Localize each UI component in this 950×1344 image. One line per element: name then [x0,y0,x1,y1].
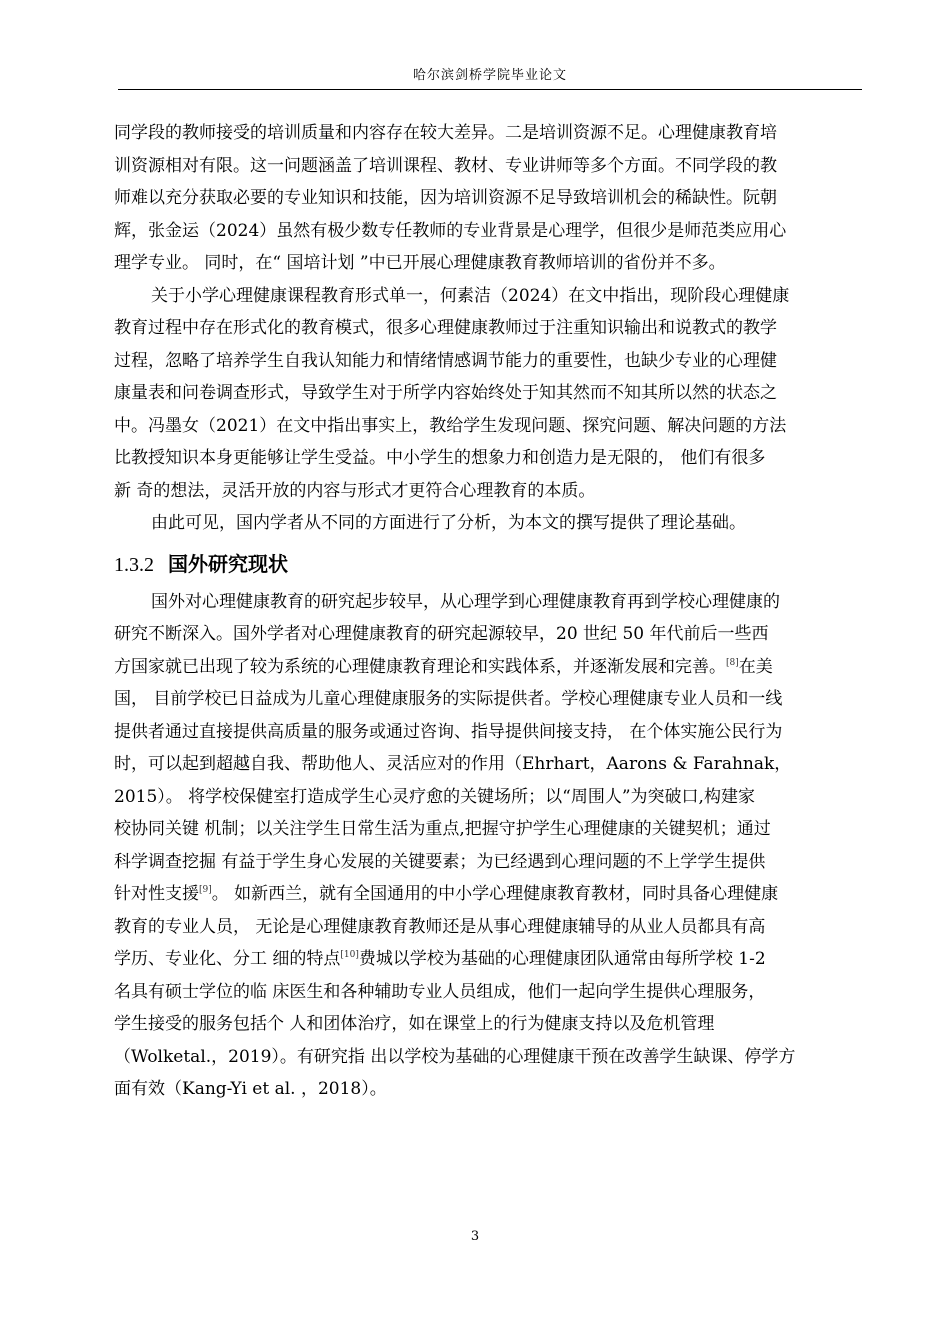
text-line: 由此可见，国内学者从不同的方面进行了分析，为本文的撰写提供了理论基础。 [151,513,746,533]
paragraph [114,586,866,1106]
text-line: 科学调查挖掘 有益于学生身心发展的关键要素；为已经遇到心理问题的不上学学生提供 [114,851,766,872]
text-line: 面有效（Kang-Yi et al. ，2018）。 [114,1079,387,1099]
text-line: （Wolketal.，2019）。有研究指 出以学校为基础的心理健康干预在改善学生缺课、停学方 [114,1046,796,1067]
section-number: 1.3.2 [114,553,154,576]
citation-marker: [10] [340,950,359,960]
text-line: 国， 目前学校已日益成为儿童心理健康服务的实际提供者。学校心理健康专业人员和一线 [114,689,783,709]
text-line: 关于小学心理健康课程教育形式单一，何素洁（2024）在文中指出，现阶段心理健康 [151,285,790,306]
text-line: 名具有硕士学位的临 床医生和各种辅助专业人员组成，他们一起向学生提供心理服务， [114,981,766,1002]
paragraph [114,507,866,540]
text-segment: 方国家就已出现了较为系统的心理健康教育理论和实践体系，并逐渐发展和完善。 [114,656,726,677]
text-line: 理学专业。 同时，在“ 国培计划 ”中已开展心理健康教育教师培训的省份并不多。 [114,253,726,273]
header-rule [118,89,862,90]
citation-marker: [8] [726,657,739,668]
text-line [114,943,866,976]
text-line: 同学段的教师接受的培训质量和内容存在较大差异。二是培训资源不足。心理健康教育培 [114,123,777,143]
text-segment: 学历、专业化、分工 细的特点 [114,949,341,969]
text-line: 辉，张金运（2024）虽然有极少数专任教师的专业背景是心理学，但很少是师范类应用心 [114,220,787,241]
text-line: 师难以充分获取必要的专业知识和技能，因为培训资源不足导致培训机会的稀缺性。阮朝 [114,188,777,208]
page-number: 3 [470,1229,480,1244]
text-line: 国外对心理健康教育的研究起步较早，从心理学到心理健康教育再到学校心理健康的 [151,591,780,612]
text-line [114,878,866,911]
text-line: 过程，忽略了培养学生自我认知能力和情绪情感调节能力的重要性，也缺少专业的心理健 [114,350,777,371]
citation-marker: [9] [199,885,212,895]
running-header: 哈尔滨剑桥学院毕业论文 [412,68,567,83]
text-line: 新 奇的想法，灵活开放的内容与形式才更符合心理教育的本质。 [114,480,596,501]
text-line: 比教授知识本身更能够让学生受益。中小学生的想象力和创造力是无限的， 他们有很多 [114,448,766,468]
text-line: 学生接受的服务包括个 人和团体治疗，如在课堂上的行为健康支持以及危机管理 [114,1014,715,1034]
text-line: 校协同关键 机制；以关注学生日常生活为重点,把握守护学生心理健康的关键契机；通过 [114,819,771,839]
paragraph [114,280,866,508]
text-line: 时，可以起到超越自我、帮助他人、灵活应对的作用（Ehrhart，Aarons & Farahnak， [114,754,792,774]
text-line: 教育的专业人员， 无论是心理健康教育教师还是从事心理健康辅导的从业人员都具有高 [114,916,766,937]
text-line: 训资源相对有限。这一问题涵盖了培训课程、教材、专业讲师等多个方面。不同学段的教 [114,155,777,176]
text-line: 2015）。 将学校保健室打造成学生心灵疗愈的关键场所；以“周围人”为突破口,构建家 [114,786,755,807]
text-line: 研究不断深入。国外学者对心理健康教育的研究起源较早，20 世纪 50 年代前后一些西 [114,624,769,644]
text-segment: 在美 [738,656,773,677]
section-heading [114,540,866,586]
text-segment: 针对性支援 [114,884,199,904]
body-text [114,117,866,1106]
text-line [114,651,866,684]
text-segment: 费城以学校为基础的心理健康团队通常由每所学校 1-2 [358,949,766,969]
text-line: 提供者通过直接提供高质量的服务或通过咨询、指导提供间接支持， 在个体实施公民行为 [114,721,783,742]
text-line: 教育过程中存在形式化的教育模式，很多心理健康教师过于注重知识输出和说教式的教学 [114,318,777,338]
paragraph [114,117,866,280]
text-line: 康量表和问卷调查形式，导致学生对于所学内容始终处于知其然而不知其所以然的状态之 [114,383,777,403]
section-title: 国外研究现状 [168,551,288,576]
text-segment: 。 如新西兰，就有全国通用的中小学心理健康教育教材，同时具备心理健康 [211,884,779,904]
text-line: 中。冯墨女（2021）在文中指出事实上，教给学生发现问题、探究问题、解决问题的方法 [114,415,787,436]
